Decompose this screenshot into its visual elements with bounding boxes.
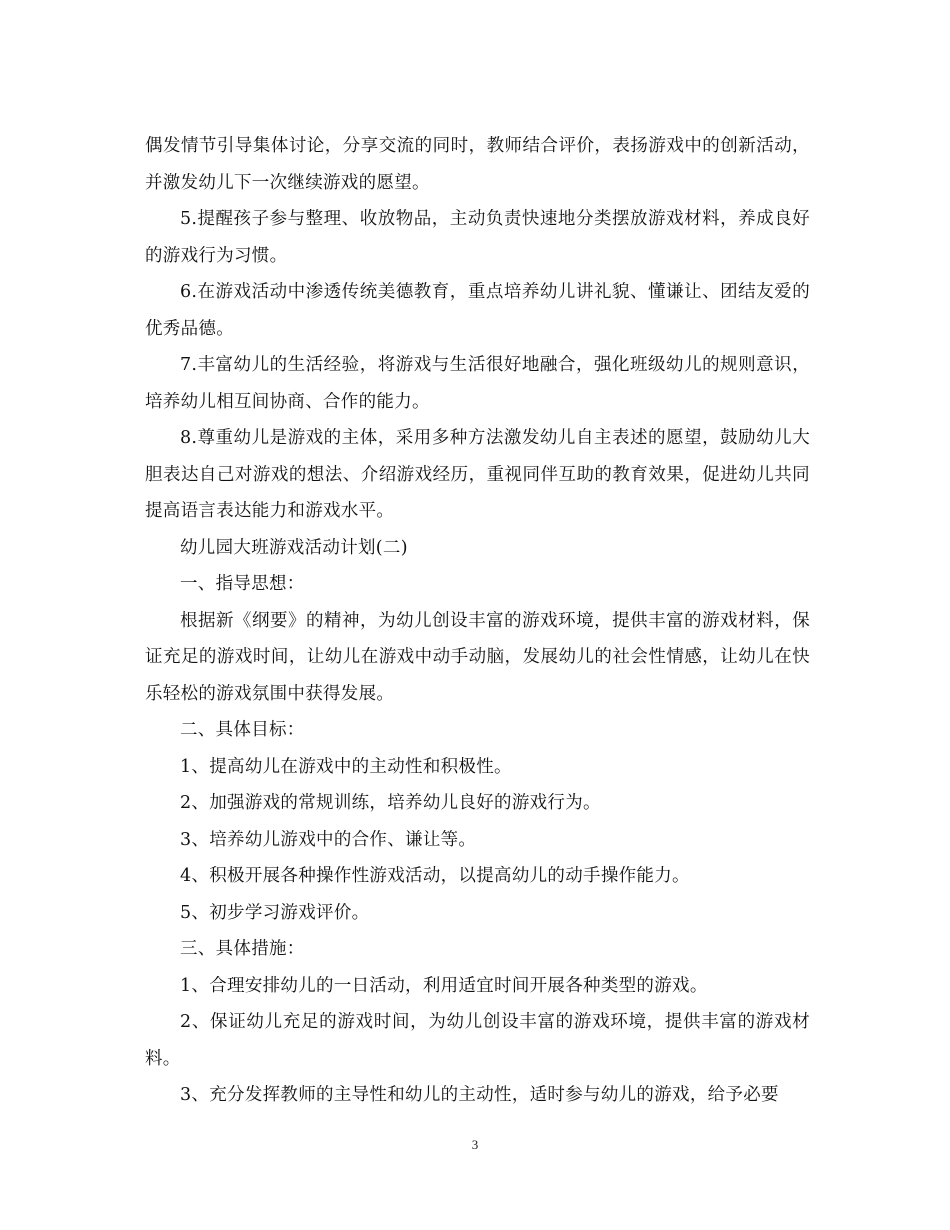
paragraph-4: 7.丰富幼儿的生活经验，将游戏与生活很好地融合，强化班级幼儿的规则意识，培养幼儿相互间协商、合作的能力。 <box>145 355 810 412</box>
measure-item-2: 2、保证幼儿充足的游戏时间，为幼儿创设丰富的游戏环境，提供丰富的游戏材料。 <box>145 1012 810 1069</box>
heading-guiding-ideas: 一、指导思想： <box>180 574 305 594</box>
goal-item-2: 2、加强游戏的常规训练，培养幼儿良好的游戏行为。 <box>180 793 601 813</box>
paragraph-guiding-ideas: 根据新《纲要》的精神，为幼儿创设丰富的游戏环境，提供丰富的游戏材料，保证充足的游戏时间，让幼儿在游戏中动手动脑，发展幼儿的社会性情感，让幼儿在快乐轻松的游戏氛围中获得发展。 <box>145 610 810 704</box>
section-title: 幼儿园大班游戏活动计划(二) <box>180 537 408 558</box>
paragraph-3: 6.在游戏活动中渗透传统美德教育，重点培养幼儿讲礼貌、懂谦让、团结友爱的优秀品德。 <box>145 282 810 339</box>
paragraph-5: 8.尊重幼儿是游戏的主体，采用多种方法激发幼儿自主表述的愿望，鼓励幼儿大胆表达自己对游戏的想法、介绍游戏经历，重视同伴互助的教育效果，促进幼儿共同提高语言表达能力和游戏水平。 <box>145 428 810 521</box>
page-body <box>145 128 810 1114</box>
goal-item-1: 1、提高幼儿在游戏中的主动性和积极性。 <box>180 756 512 777</box>
heading-specific-goals: 二、具体目标： <box>180 720 305 740</box>
page-number: 3 <box>471 1137 479 1152</box>
goal-item-4: 4、积极开展各种操作性游戏活动，以提高幼儿的动手操作能力。 <box>180 866 690 886</box>
paragraph-1: 偶发情节引导集体讨论，分享交流的同时，教师结合评价，表扬游戏中的创新活动，并激发幼儿下一次继续游戏的愿望。 <box>145 136 810 193</box>
goal-item-3: 3、培养幼儿游戏中的合作、谦让等。 <box>180 829 477 850</box>
paragraph-2: 5.提醒孩子参与整理、收放物品，主动负责快速地分类摆放游戏材料，养成良好的游戏行为习惯。 <box>145 209 810 266</box>
measure-item-1: 1、合理安排幼儿的一日活动，利用适宜时间开展各种类型的游戏。 <box>180 975 708 996</box>
heading-specific-measures: 三、具体措施： <box>180 939 305 959</box>
measure-item-3: 3、充分发挥教师的主导性和幼儿的主动性，适时参与幼儿的游戏，给予必要 <box>180 1085 779 1105</box>
goal-item-5: 5、初步学习游戏评价。 <box>180 902 370 923</box>
